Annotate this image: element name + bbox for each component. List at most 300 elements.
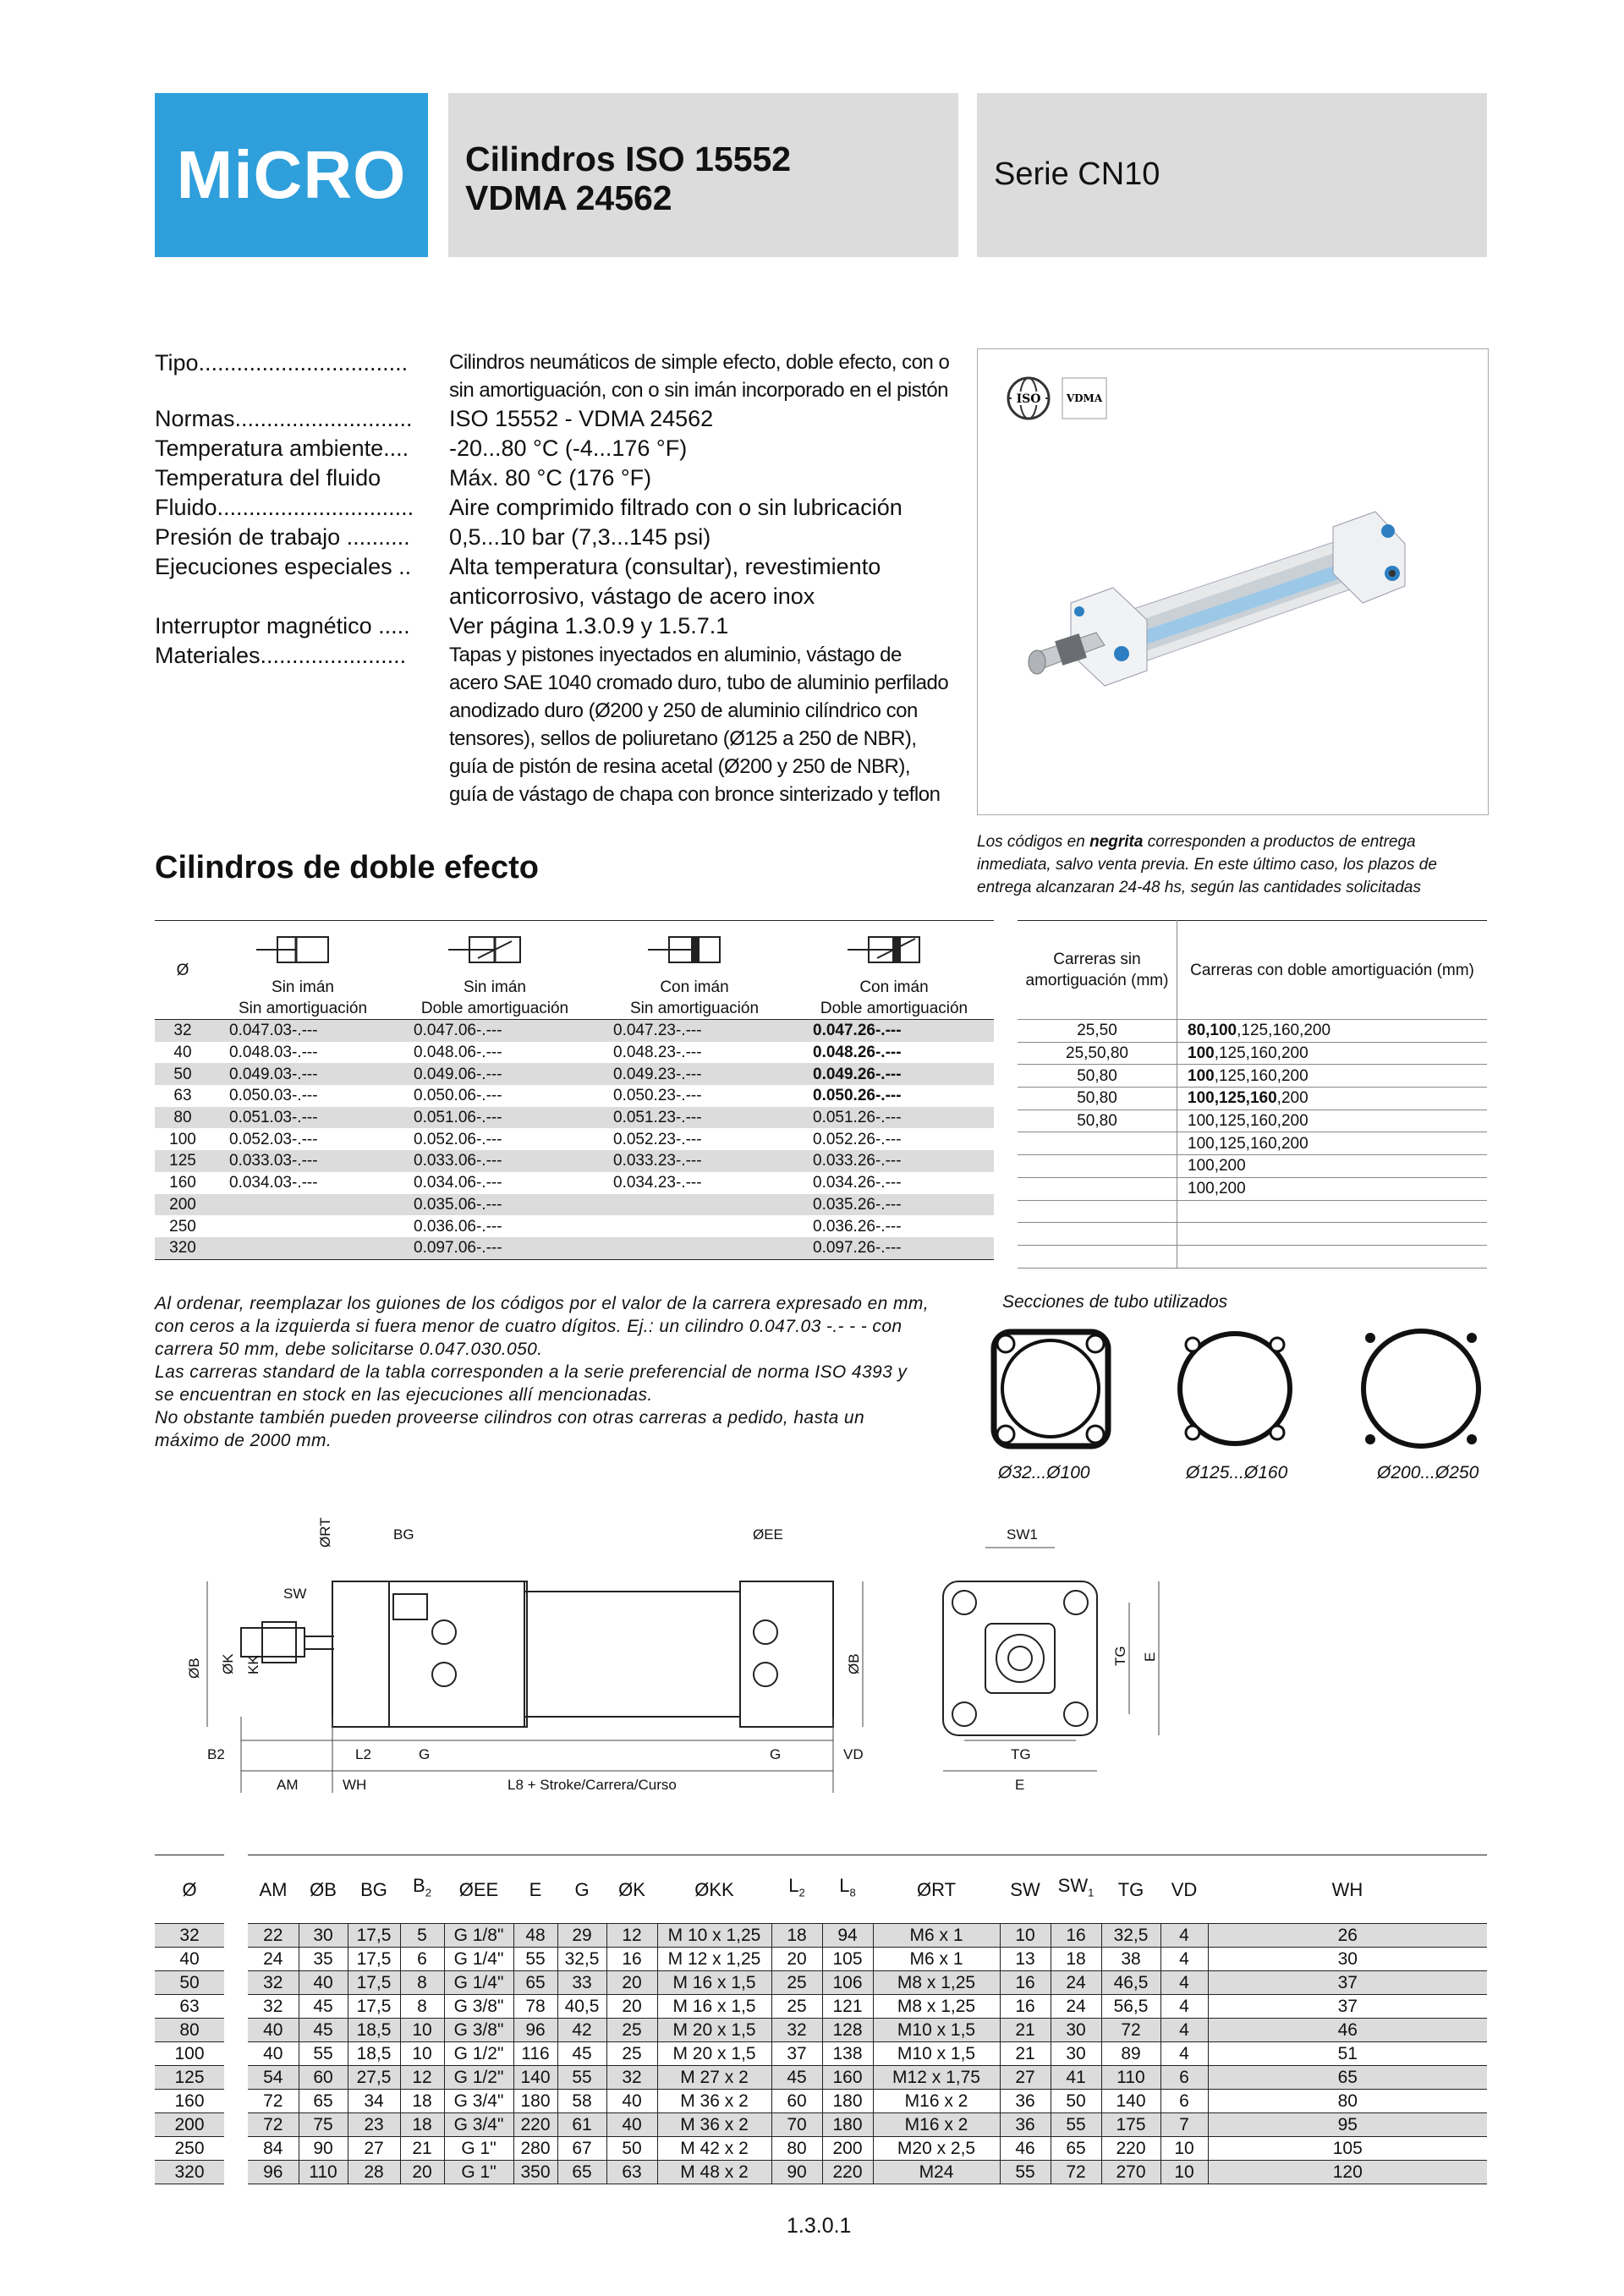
dim-cell: 18 <box>400 2090 444 2113</box>
dim-cell: 35 <box>299 1948 348 1971</box>
dim-header: BG <box>360 1878 387 1900</box>
dim-cell: 22 <box>236 1924 299 1948</box>
stroke-cell: 50,80 <box>1018 1088 1177 1110</box>
dim-cell: 46,5 <box>1101 1971 1160 1995</box>
stroke-cell <box>1177 1223 1488 1246</box>
code-cell: 0.052.23-.--- <box>613 1130 702 1148</box>
dim-cell: 220 <box>1101 2137 1160 2161</box>
code-cell: 0.051.26-.--- <box>794 1107 994 1129</box>
dim-cell: 55 <box>1000 2161 1051 2184</box>
spec-value: ISO 15552 - VDMA 24562 <box>449 406 714 431</box>
dim-cell: 20 <box>771 1948 822 1971</box>
dim-cell: 16 <box>1000 1971 1051 1995</box>
dim-header: G <box>574 1878 590 1900</box>
code-cell: 0.047.26-.--- <box>794 1020 994 1042</box>
dim-cell: 140 <box>513 2066 557 2090</box>
dim-header: ØEE <box>458 1878 499 1900</box>
dim-cell: 80 <box>771 2137 822 2161</box>
dim-cell: 17,5 <box>348 1995 400 2019</box>
dim-cell: 17,5 <box>348 1971 400 1995</box>
dim-cell: 26 <box>1208 1924 1487 1948</box>
dim-cell: 72 <box>236 2090 299 2113</box>
dim-cell: 13 <box>1000 1948 1051 1971</box>
dim-header: ØK <box>618 1878 645 1900</box>
dim-cell: 140 <box>1101 2090 1160 2113</box>
stroke-cell <box>1018 1223 1177 1246</box>
dim-cell: 27 <box>348 2137 400 2161</box>
svg-text:B2: B2 <box>207 1746 225 1762</box>
dim-cell: 30 <box>1051 2019 1101 2042</box>
dim-cell: 95 <box>1208 2113 1487 2137</box>
dim-cell: 6 <box>1160 2066 1208 2090</box>
code-cell: 0.033.03-.--- <box>211 1150 395 1172</box>
code-cell: 0.050.26-.--- <box>813 1087 902 1105</box>
code-cell: 0.036.06-.--- <box>414 1217 502 1236</box>
spec-row <box>155 611 958 641</box>
code-cell: 0.033.23-.--- <box>595 1150 794 1172</box>
spec-value: Alta temperatura (consultar), revestimiento anticorrosivo, vástago de acero inox <box>449 554 881 609</box>
code-cell: 0.097.26-.--- <box>794 1237 994 1259</box>
dim-cell: 45 <box>299 1995 348 2019</box>
diameter-cell: 250 <box>169 1217 196 1236</box>
dim-cell: 175 <box>1101 2113 1160 2137</box>
dim-cell: 67 <box>557 2137 606 2161</box>
diameter-cell: 320 <box>155 2161 236 2184</box>
dim-cell: 90 <box>771 2161 822 2184</box>
dim-cell: 27 <box>1000 2066 1051 2090</box>
dim-cell: 40 <box>236 2019 299 2042</box>
dim-cell: 40 <box>606 2090 657 2113</box>
dim-cell: 55 <box>557 2066 606 2090</box>
spec-row <box>155 552 958 611</box>
svg-text:AM: AM <box>277 1777 299 1793</box>
cylinder-cushion-symbol-icon <box>444 929 546 971</box>
diameter-cell: 160 <box>155 2090 236 2113</box>
dim-cell: 37 <box>1208 1971 1487 1995</box>
dim-header: $L_2$ <box>788 1875 805 1899</box>
dim-cell: 4 <box>1160 2042 1208 2066</box>
dim-cell: G 1/2" <box>444 2042 513 2066</box>
dim-cell: 36 <box>1000 2090 1051 2113</box>
spec-value: Ver página 1.3.0.9 y 1.5.7.1 <box>449 613 729 638</box>
svg-text:VDMA: VDMA <box>1066 392 1103 404</box>
product-image-box <box>977 348 1489 815</box>
dim-cell: G 3/4" <box>444 2113 513 2137</box>
dim-cell: 30 <box>1208 1948 1487 1971</box>
table-row <box>155 1924 1487 1948</box>
dim-cell: 32 <box>236 1971 299 1995</box>
table-row <box>1018 1223 1487 1246</box>
dim-cell: 270 <box>1101 2161 1160 2184</box>
dim-cell: M 20 x 1,5 <box>657 2019 771 2042</box>
table-row <box>1018 1042 1487 1065</box>
stroke-cell: 100,125,160,200 <box>1177 1042 1488 1065</box>
spec-row <box>155 463 958 493</box>
spec-row <box>155 434 958 463</box>
svg-text:G: G <box>419 1746 431 1762</box>
dim-cell: 20 <box>606 1995 657 2019</box>
svg-text:WH: WH <box>343 1777 367 1793</box>
diameter-cell: 200 <box>155 1194 211 1216</box>
spec-label: Interruptor magnético ..... <box>155 613 410 638</box>
header-series-box <box>977 93 1487 257</box>
spec-row <box>155 404 958 434</box>
dim-cell: 4 <box>1160 1924 1208 1948</box>
tube-section-label: Ø125...Ø160 <box>1186 1463 1288 1482</box>
dim-cell: 18,5 <box>348 2042 400 2066</box>
dim-cell: 138 <box>822 2042 873 2066</box>
dim-cell: 48 <box>513 1924 557 1948</box>
diameter-cell: 63 <box>173 1087 192 1105</box>
spec-label: Ejecuciones especiales .. <box>155 554 412 579</box>
dim-cell: 180 <box>822 2113 873 2137</box>
stroke-cell <box>1177 1245 1488 1268</box>
table-row <box>1018 1088 1487 1110</box>
table-row <box>155 2137 1487 2161</box>
code-cell: 0.035.26-.--- <box>794 1194 994 1216</box>
dim-cell: 36 <box>1000 2113 1051 2137</box>
stroke-cell: 50,80 <box>1018 1110 1177 1132</box>
dim-cell: 10 <box>400 2019 444 2042</box>
dim-cell: 28 <box>348 2161 400 2184</box>
dim-cell: 60 <box>771 2090 822 2113</box>
dim-cell: 10 <box>1160 2137 1208 2161</box>
dim-cell: 5 <box>400 1924 444 1948</box>
technical-drawing <box>140 1514 1493 1818</box>
dim-cell: 21 <box>1000 2019 1051 2042</box>
dim-cell: 56,5 <box>1101 1995 1160 2019</box>
stroke-cell: 100,200 <box>1177 1177 1488 1200</box>
codes-table <box>155 920 994 1260</box>
svg-text:BG: BG <box>393 1526 414 1543</box>
dim-cell: 200 <box>822 2137 873 2161</box>
dim-cell: 72 <box>236 2113 299 2137</box>
dim-cell: 180 <box>513 2090 557 2113</box>
diameter-cell: 40 <box>155 1948 236 1971</box>
dim-cell: 32 <box>236 1995 299 2019</box>
diam-header: Ø <box>176 961 189 979</box>
dim-cell: 65 <box>557 2161 606 2184</box>
spec-label: Fluido............................... <box>155 495 414 520</box>
diameter-cell: 100 <box>169 1130 196 1148</box>
cylinder-symbol-icon <box>252 929 354 971</box>
col-header: Con imán Doble amortiguación <box>794 921 994 1020</box>
stroke-cell: 50,80 <box>1018 1065 1177 1088</box>
dim-cell: 4 <box>1160 1948 1208 1971</box>
diameter-cell: 32 <box>155 1020 211 1042</box>
svg-text:ØB: ØB <box>186 1658 202 1679</box>
code-cell: 0.048.26-.--- <box>813 1044 902 1062</box>
dim-cell: 65 <box>1051 2137 1101 2161</box>
dim-cell: G 1/4" <box>444 1971 513 1995</box>
dim-cell: 18 <box>1051 1948 1101 1971</box>
code-cell: 0.047.03-.--- <box>211 1020 395 1042</box>
stock-note: Los códigos en negrita corresponden a productos de entrega inmediata, salvo venta previa. En este último caso, los plazos de entrega alcanzaran 24-48 hs, según las cantidades solicitadas <box>977 833 1437 896</box>
dim-cell: 17,5 <box>348 1924 400 1948</box>
diameter-cell: 40 <box>173 1044 192 1062</box>
dim-cell: M16 x 2 <box>873 2113 1000 2137</box>
code-cell <box>595 1194 794 1216</box>
dim-cell: 25 <box>606 2042 657 2066</box>
dim-cell: 17,5 <box>348 1948 400 1971</box>
tube-section-profiled <box>994 1332 1108 1446</box>
spec-label: Temperatura ambiente.... <box>155 436 409 461</box>
cylinder-magnet-cushion-symbol-icon <box>843 929 945 971</box>
code-cell: 0.034.06-.--- <box>414 1174 502 1192</box>
dim-cell: 27,5 <box>348 2066 400 2090</box>
dim-header: $SW_1$ <box>1057 1875 1095 1899</box>
dim-cell: M 36 x 2 <box>657 2090 771 2113</box>
dim-cell: 63 <box>606 2161 657 2184</box>
diameter-cell: 200 <box>155 2113 236 2137</box>
dim-cell: 23 <box>348 2113 400 2137</box>
dim-cell: 7 <box>1160 2113 1208 2137</box>
code-cell: 0.036.26-.--- <box>813 1217 902 1236</box>
dim-cell: 37 <box>1208 1995 1487 2019</box>
front-view <box>943 1581 1097 1735</box>
spec-value: Aire comprimido filtrado con o sin lubricación <box>449 495 903 520</box>
dim-cell: M8 x 1,25 <box>873 1971 1000 1995</box>
code-cell: 0.051.23-.--- <box>595 1107 794 1129</box>
dim-cell: 40,5 <box>557 1995 606 2019</box>
dim-cell: 6 <box>1160 2090 1208 2113</box>
dim-cell: 25 <box>771 1971 822 1995</box>
dim-cell: 32,5 <box>1101 1924 1160 1948</box>
table-row <box>155 2066 1487 2090</box>
table-row <box>1018 1200 1487 1223</box>
dim-cell: 12 <box>606 1924 657 1948</box>
dim-cell: 70 <box>771 2113 822 2137</box>
svg-text:TG: TG <box>1011 1746 1031 1762</box>
dim-cell: 65 <box>299 2090 348 2113</box>
dim-cell: M6 x 1 <box>873 1924 1000 1948</box>
col-header: Sin imán Sin amortiguación <box>211 921 395 1020</box>
table-row <box>155 1995 1487 2019</box>
stroke-cell: 25,50 <box>1018 1020 1177 1043</box>
stroke-cell: 100,125,160,200 <box>1177 1065 1488 1088</box>
dim-cell: 105 <box>1208 2137 1487 2161</box>
svg-text:E: E <box>1015 1777 1025 1793</box>
dim-cell: 45 <box>557 2042 606 2066</box>
cylinder-magnet-symbol-icon <box>644 929 745 971</box>
dim-cell: 50 <box>1051 2090 1101 2113</box>
dim-cell: G 3/8" <box>444 2019 513 2042</box>
dim-header: $L_8$ <box>839 1875 856 1899</box>
code-cell: 0.051.06-.--- <box>395 1107 595 1129</box>
dim-header: WH <box>1331 1878 1363 1900</box>
dim-cell: 40 <box>299 1971 348 1995</box>
diameter-cell: 63 <box>155 1995 236 2019</box>
dim-cell: G 1" <box>444 2137 513 2161</box>
dim-cell: M20 x 2,5 <box>873 2137 1000 2161</box>
strokes-header-cushion: Carreras con doble amortiguación (mm) <box>1177 921 1488 1020</box>
tube-section-label: Ø200...Ø250 <box>1377 1463 1479 1482</box>
dim-cell: 58 <box>557 2090 606 2113</box>
code-cell: 0.052.06-.--- <box>414 1130 502 1148</box>
code-cell: 0.048.03-.--- <box>229 1044 318 1062</box>
side-view <box>241 1581 833 1727</box>
dim-cell: 60 <box>299 2066 348 2090</box>
svg-text:L2: L2 <box>355 1746 371 1762</box>
dim-cell: 32 <box>606 2066 657 2090</box>
svg-text:ØK: ØK <box>220 1653 236 1674</box>
dim-cell: 89 <box>1101 2042 1160 2066</box>
dim-cell: 32 <box>771 2019 822 2042</box>
dim-cell: 32,5 <box>557 1948 606 1971</box>
code-cell <box>211 1194 395 1216</box>
dim-cell: 80 <box>1208 2090 1487 2113</box>
dim-cell: M 36 x 2 <box>657 2113 771 2137</box>
dim-cell: 25 <box>606 2019 657 2042</box>
svg-text:TG: TG <box>1112 1646 1128 1666</box>
col-header: Sin imán Doble amortiguación <box>395 921 595 1020</box>
dim-cell: 350 <box>513 2161 557 2184</box>
dim-cell: 94 <box>822 1924 873 1948</box>
table-row <box>155 1063 994 1085</box>
spec-row <box>155 348 958 404</box>
diameter-cell: 80 <box>155 1107 211 1129</box>
diameter-cell: 125 <box>155 2066 236 2090</box>
table-row <box>155 1172 994 1194</box>
dim-cell: 16 <box>1051 1924 1101 1948</box>
vdma-logo <box>1062 378 1106 419</box>
dim-cell: 25 <box>771 1995 822 2019</box>
spec-row <box>155 641 958 808</box>
code-cell: 0.034.23-.--- <box>613 1174 702 1192</box>
dim-cell: M 10 x 1,25 <box>657 1924 771 1948</box>
dim-cell: 24 <box>1051 1995 1101 2019</box>
table-row <box>155 1085 994 1107</box>
dim-cell: 40 <box>236 2042 299 2066</box>
code-cell: 0.035.06-.--- <box>395 1194 595 1216</box>
spec-value: Cilindros neumáticos de simple efecto, doble efecto, con o sin amortiguación, con o sin imán incorporado en el pistón <box>449 351 950 402</box>
table-row <box>155 1971 1487 1995</box>
code-cell: 0.050.23-.--- <box>613 1087 702 1105</box>
stroke-cell <box>1018 1155 1177 1178</box>
dim-cell: G 3/8" <box>444 1995 513 2019</box>
spec-value: Máx. 80 °C (176 °F) <box>449 465 652 490</box>
svg-text:ØEE: ØEE <box>753 1526 783 1543</box>
dim-cell: G 1/8" <box>444 1924 513 1948</box>
dim-header: AM <box>259 1878 288 1900</box>
dim-cell: 45 <box>299 2019 348 2042</box>
dim-cell: M 16 x 1,5 <box>657 1971 771 1995</box>
dim-cell: 75 <box>299 2113 348 2137</box>
table-row <box>155 1107 994 1129</box>
diameter-cell: 100 <box>155 2042 236 2066</box>
dim-cell: M 27 x 2 <box>657 2066 771 2090</box>
code-cell: 0.034.03-.--- <box>229 1174 318 1192</box>
dim-cell: 18 <box>771 1924 822 1948</box>
dim-cell: M6 x 1 <box>873 1948 1000 1971</box>
table-row <box>1018 1177 1487 1200</box>
page-title: Cilindros ISO 15552 VDMA 24562 <box>465 140 792 217</box>
dim-cell: 4 <box>1160 1995 1208 2019</box>
table-row <box>155 1042 994 1064</box>
stroke-cell <box>1018 1132 1177 1155</box>
code-cell: 0.052.03-.--- <box>229 1130 318 1148</box>
diameter-cell: 32 <box>155 1924 236 1948</box>
diameter-cell: 160 <box>169 1174 196 1192</box>
dim-cell: 65 <box>1208 2066 1487 2090</box>
spec-value: -20...80 °C (-4...176 °F) <box>449 436 688 461</box>
svg-text:KK: KK <box>245 1655 261 1674</box>
table-row <box>155 2090 1487 2113</box>
dim-cell: 46 <box>1208 2019 1487 2042</box>
page-number: 1.3.0.1 <box>787 2214 852 2238</box>
dim-cell: 8 <box>400 1971 444 1995</box>
col-header: Con imán Sin amortiguación <box>595 921 794 1020</box>
svg-text:ØRT: ØRT <box>317 1517 333 1548</box>
dim-cell: M16 x 2 <box>873 2090 1000 2113</box>
dim-cell: 45 <box>771 2066 822 2090</box>
dim-header: TG <box>1117 1878 1144 1900</box>
dim-cell: M8 x 1,25 <box>873 1995 1000 2019</box>
svg-text:SW1: SW1 <box>1007 1526 1038 1543</box>
stroke-cell: 80,100,125,160,200 <box>1177 1020 1488 1043</box>
dim-cell: 41 <box>1051 2066 1101 2090</box>
header-title-box <box>448 93 958 257</box>
section-title: Cilindros de doble efecto <box>155 850 539 885</box>
code-cell: 0.052.26-.--- <box>813 1130 902 1148</box>
code-cell: 0.048.23-.--- <box>613 1044 702 1062</box>
code-cell: 0.034.26-.--- <box>813 1174 902 1192</box>
dim-cell: 128 <box>822 2019 873 2042</box>
code-cell: 0.033.26-.--- <box>794 1150 994 1172</box>
stroke-cell <box>1018 1245 1177 1268</box>
diameter-cell: 250 <box>155 2137 236 2161</box>
dim-cell: 160 <box>822 2066 873 2090</box>
spec-label: Normas............................ <box>155 406 413 431</box>
dim-cell: 37 <box>771 2042 822 2066</box>
dim-cell: 280 <box>513 2137 557 2161</box>
code-cell: 0.033.06-.--- <box>395 1150 595 1172</box>
spec-list <box>155 348 958 808</box>
spec-row <box>155 523 958 552</box>
stroke-cell: 100,125,160,200 <box>1177 1088 1488 1110</box>
dim-cell: 29 <box>557 1924 606 1948</box>
dim-cell: 120 <box>1208 2161 1487 2184</box>
dim-cell: M 12 x 1,25 <box>657 1948 771 1971</box>
dim-cell: 72 <box>1051 2161 1101 2184</box>
stroke-cell: 100,125,160,200 <box>1177 1132 1488 1155</box>
svg-text:VD: VD <box>843 1746 864 1762</box>
dim-cell: 20 <box>400 2161 444 2184</box>
dim-cell: 72 <box>1101 2019 1160 2042</box>
dim-header: VD <box>1171 1878 1198 1900</box>
code-cell: 0.051.03-.--- <box>211 1107 395 1129</box>
code-cell: 0.050.03-.--- <box>229 1087 318 1105</box>
table-row <box>1018 1155 1487 1178</box>
dim-cell: G 3/4" <box>444 2090 513 2113</box>
dim-cell: 46 <box>1000 2137 1051 2161</box>
dim-cell: 6 <box>400 1948 444 1971</box>
dim-cell: M12 x 1,75 <box>873 2066 1000 2090</box>
dim-cell: 40 <box>606 2113 657 2137</box>
dim-cell: 110 <box>299 2161 348 2184</box>
stroke-cell: 25,50,80 <box>1018 1042 1177 1065</box>
diameter-cell: 50 <box>155 1063 211 1085</box>
code-cell: 0.047.06-.--- <box>395 1020 595 1042</box>
dim-cell: 110 <box>1101 2066 1160 2090</box>
diameter-cell: 320 <box>155 1237 211 1259</box>
dim-cell: M 48 x 2 <box>657 2161 771 2184</box>
dim-cell: 4 <box>1160 2019 1208 2042</box>
dim-cell: 4 <box>1160 1971 1208 1995</box>
dim-cell: 96 <box>513 2019 557 2042</box>
dim-header: ØB <box>310 1878 337 1900</box>
dim-cell: M10 x 1,5 <box>873 2019 1000 2042</box>
